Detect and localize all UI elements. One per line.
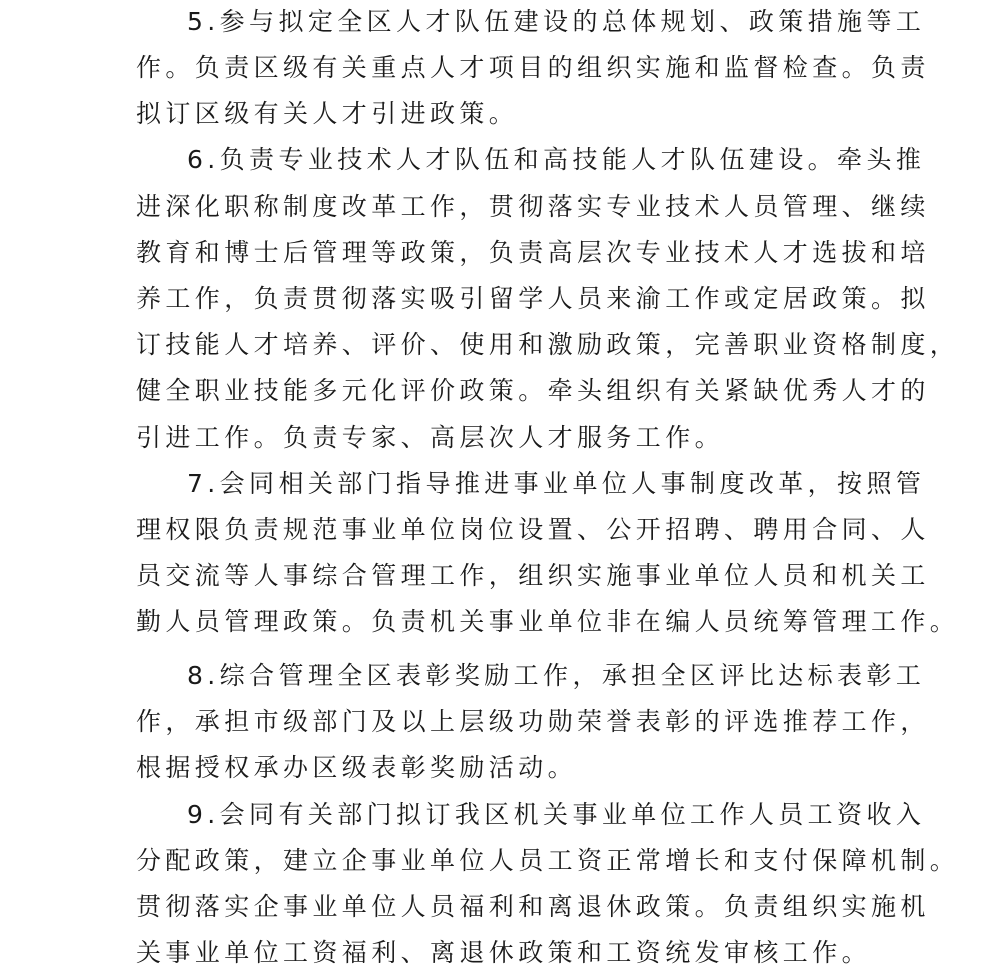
paragraph-8-line-1: 8.综合管理全区表彰奖励工作，承担全区评比达标表彰工 bbox=[187, 661, 926, 690]
paragraph-9-line-3: 贯彻落实企事业单位人员福利和离退休政策。负责组织实施机 bbox=[136, 892, 930, 921]
paragraph-9-line-4: 关事业单位工资福利、离退休政策和工资统发审核工作。 bbox=[136, 938, 872, 967]
paragraph-7-line-2: 理权限负责规范事业单位岗位设置、公开招聘、聘用合同、人 bbox=[136, 515, 930, 544]
paragraph-6-line-2: 进深化职称制度改革工作，贯彻落实专业技术人员管理、继续 bbox=[136, 192, 930, 221]
paragraph-7-line-4: 勤人员管理政策。负责机关事业单位非在编人员统筹管理工作。 bbox=[136, 607, 960, 636]
paragraph-5-line-2: 作。负责区级有关重点人才项目的组织实施和监督检查。负责 bbox=[136, 53, 930, 82]
paragraph-6-line-4: 养工作，负责贯彻落实吸引留学人员来渝工作或定居政策。拟 bbox=[136, 284, 930, 313]
paragraph-5-line-3: 拟订区级有关人才引进政策。 bbox=[136, 99, 519, 128]
paragraph-8-line-2: 作，承担市级部门及以上层级功勋荣誉表彰的评选推荐工作， bbox=[136, 707, 930, 736]
paragraph-6-line-5: 订技能人才培养、评价、使用和激励政策，完善职业资格制度， bbox=[136, 330, 960, 359]
paragraph-9-line-2: 分配政策，建立企事业单位人员工资正常增长和支付保障机制。 bbox=[136, 846, 960, 875]
paragraph-7-line-3: 员交流等人事综合管理工作，组织实施事业单位人员和机关工 bbox=[136, 561, 930, 590]
paragraph-9-line-1: 9.会同有关部门拟订我区机关事业单位工作人员工资收入 bbox=[187, 800, 926, 829]
paragraph-5-line-1: 5.参与拟定全区人才队伍建设的总体规划、政策措施等工 bbox=[187, 7, 926, 36]
paragraph-8-line-3: 根据授权承办区级表彰奖励活动。 bbox=[136, 753, 578, 782]
paragraph-6-line-1: 6.负责专业技术人才队伍和高技能人才队伍建设。牵头推 bbox=[187, 145, 926, 174]
paragraph-6-line-3: 教育和博士后管理等政策，负责高层次专业技术人才选拔和培 bbox=[136, 238, 930, 267]
paragraph-7-line-1: 7.会同相关部门指导推进事业单位人事制度改革，按照管 bbox=[187, 469, 926, 498]
paragraph-6-line-7: 引进工作。负责专家、高层次人才服务工作。 bbox=[136, 423, 725, 452]
paragraph-6-line-6: 健全职业技能多元化评价政策。牵头组织有关紧缺优秀人才的 bbox=[136, 376, 930, 405]
